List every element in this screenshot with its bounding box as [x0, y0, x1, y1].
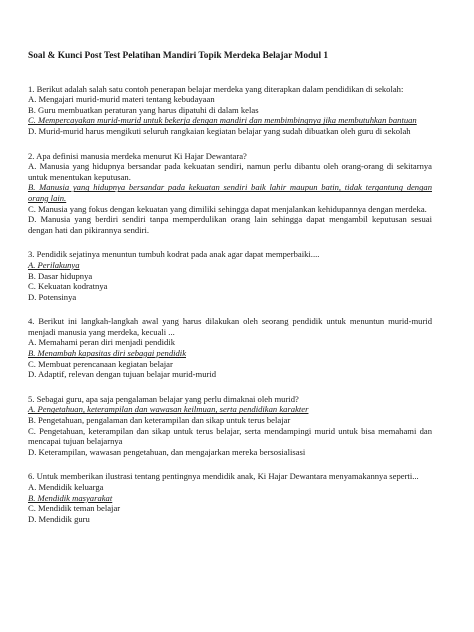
- option-d: D. Adaptif, relevan dengan tujuan belajar murid-murid: [28, 369, 217, 380]
- option-a: A. Mendidik keluarga: [28, 482, 104, 492]
- question-text: 3. Pendidik sejatinya menuntun tumbuh kodrat pada anak agar dapat memperbaiki....: [28, 249, 320, 260]
- option-c: C. Pengetahuan, keterampilan dan sikap untuk terus belajar, serta mendampingi murid untuk bisa memahami dan mencapai tujuan belajarnya: [28, 425, 432, 447]
- option-a: A. Manusia yang hidupnya bersandar pada kekuatan sendiri, namun perlu dibantu oleh orang-orang di sekitarnya untuk menentukan keputusan.: [28, 161, 432, 182]
- question-text: 5. Sebagai guru, apa saja pengalaman belajar yang perlu dimaknai oleh murid?: [28, 393, 299, 404]
- option-b: B. Menambah kapasitas diri sebagai pendidik: [28, 348, 187, 359]
- option-b: B. Guru membuatkan peraturan yang harus dipatuhi di dalam kelas: [28, 104, 259, 115]
- option-d: D. Murid-murid harus mengikuti seluruh rangkaian kegiatan belajar yang sudah dibuatkan oleh guru di sekolah: [28, 125, 411, 136]
- question-6: [28, 471, 432, 524]
- option-b: B. Mendidik masyarakat: [28, 492, 113, 503]
- option-a: A. Perilakunya: [28, 259, 80, 270]
- question-4: [28, 316, 432, 380]
- option-c: C. Mendidik teman belajar: [28, 503, 121, 514]
- option-d: D. Potensinya: [28, 291, 77, 302]
- option-a: A. Mengajari murid-murid materi tentang kebudayaan: [28, 94, 215, 105]
- question-text: 2. Apa definisi manusia merdeka menurut Ki Hajar Dewantara?: [28, 150, 247, 161]
- option-b: B. Dasar hidupnya: [28, 270, 93, 281]
- option-a: A. Pengetahuan, keterampilan dan wawasan keilmuan, serta pendidikan karakter: [28, 404, 309, 415]
- question-1: [28, 84, 432, 137]
- option-a: A. Memahami peran diri menjadi pendidik: [28, 337, 176, 348]
- option-b: B. Pengetahuan, pengalaman dan keterampilan dan sikap untuk terus belajar: [28, 415, 291, 426]
- option-d: D. Mendidik guru: [28, 513, 90, 524]
- option-c: C. Mempercayakan murid-murid untuk bekerja dengan mandiri dan membimbingnya jika membutuhkan bantuan: [28, 115, 417, 126]
- question-text: 4. Berikut ini langkah-langkah awal yang harus dilakukan oleh seorang pendidik untuk menuntun murid-murid menjadi manusia yang merdeka, kecuali ...: [28, 316, 432, 337]
- document-title: Soal & Kunci Post Test Pelatihan Mandiri Topik Merdeka Belajar Modul 1: [28, 51, 329, 61]
- option-d: D. Manusia yang berdiri sendiri tanpa memperdulikan orang lain sehingga dapat mengambil keputusan sesuai dengan hati dan pikirannya sendiri.: [28, 214, 432, 235]
- question-3: [28, 249, 432, 302]
- option-d: D. Keterampilan, wawasan pengetahuan, dan mengajarkan mereka bersosialisasi: [28, 446, 306, 457]
- question-5: [28, 394, 432, 458]
- option-c: C. Manusia yang fokus dengan kekuatan yang dimiliki sehingga dapat menjalankan kehidupannya dengan merdeka.: [28, 203, 427, 214]
- question-text: 6. Untuk memberikan ilustrasi tentang pentingnya mendidik anak, Ki Hajar Dewantara menyamakannya seperti...: [28, 471, 419, 482]
- option-b: B. Manusia yang hidupnya bersandar pada kekuatan sendiri baik lahir maupun batin, tidak tergantung dengan orang lain.: [28, 182, 432, 203]
- question-text: 1. Berikut adalah salah satu contoh penerapan belajar merdeka yang diterapkan dalam pendidikan di sekolah:: [28, 83, 404, 94]
- option-c: C. Membuat perencanaan kegiatan belajar: [28, 358, 173, 369]
- option-c: C. Kekuatan kodratnya: [28, 281, 108, 292]
- question-2: [28, 151, 432, 236]
